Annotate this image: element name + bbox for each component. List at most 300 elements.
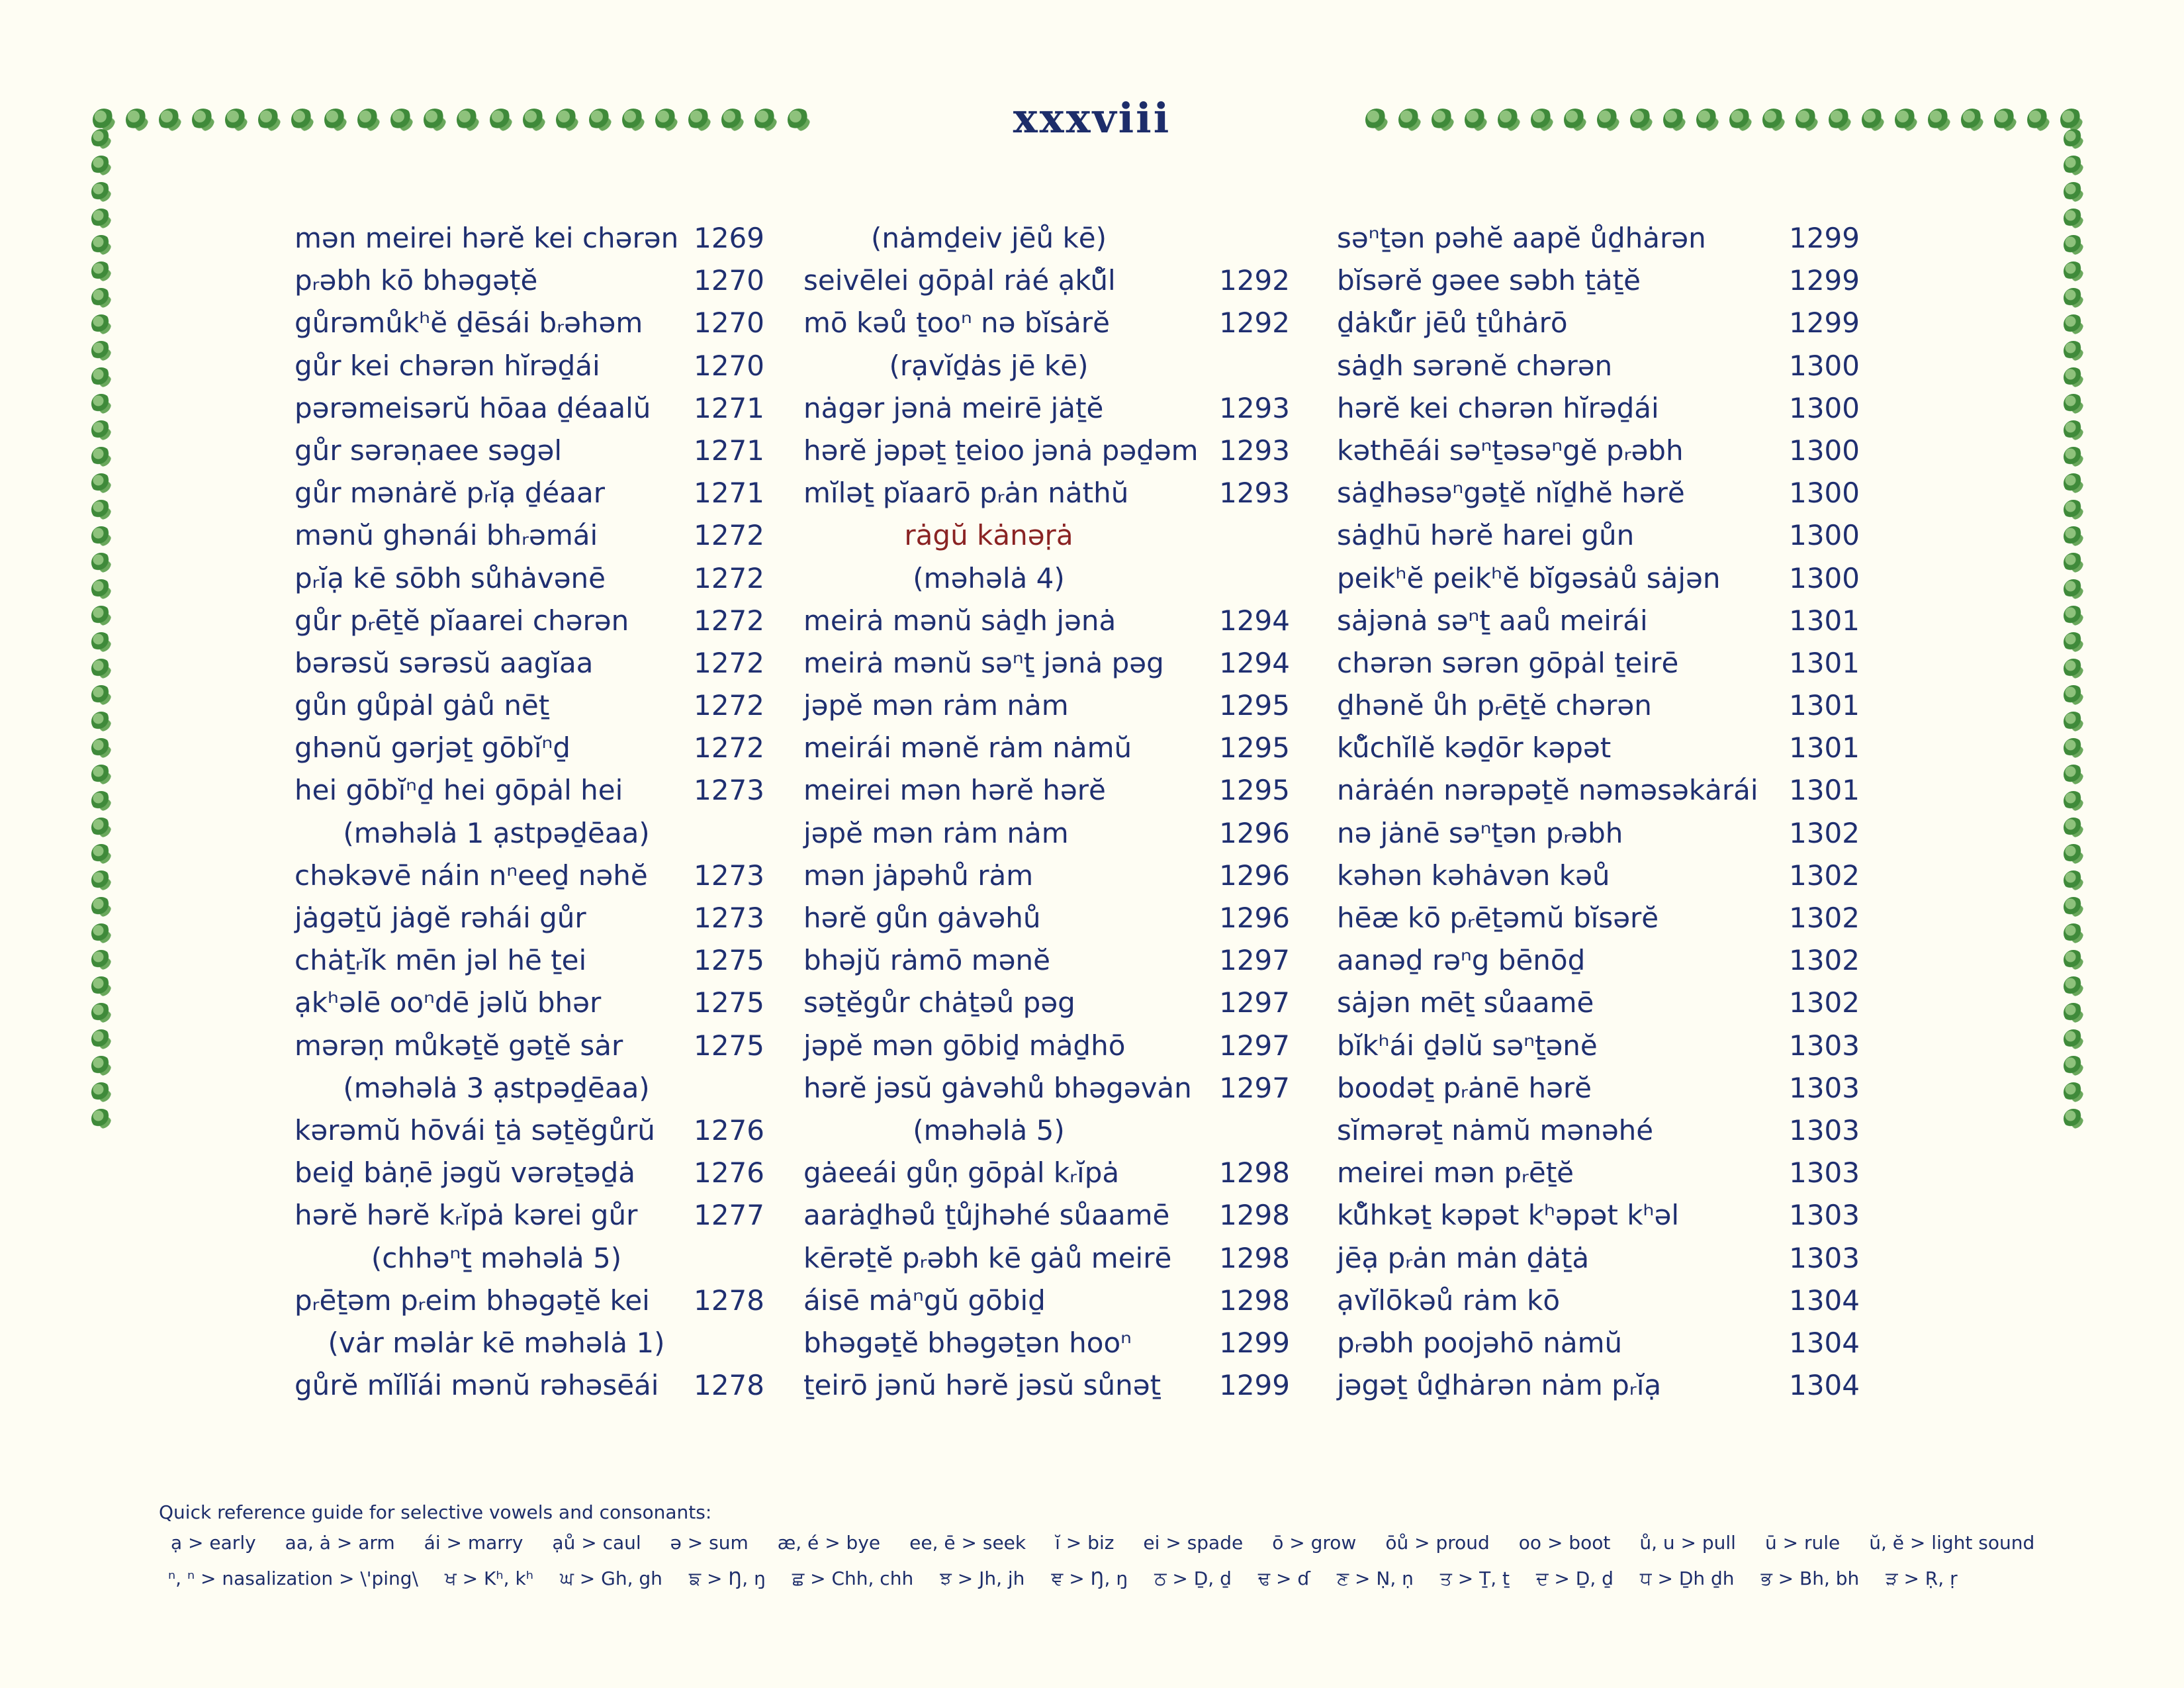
entry-page-number: 1270 <box>694 349 764 382</box>
entry-title: ghənŭ gərjəṯ gōbĭⁿḏ <box>295 731 570 765</box>
guide-entry: ĭ > biz <box>1055 1532 1115 1554</box>
entry-page-number: 1302 <box>1789 986 1860 1019</box>
index-entry <box>295 514 764 557</box>
entry-page-number: 1271 <box>694 477 764 510</box>
entry-title: chərən sərən gōpȧl ṯeirē <box>1337 646 1679 679</box>
entry-title: meirȧ mənŭ səⁿṯ jənȧ pəg <box>803 646 1164 679</box>
entry-page-number: 1302 <box>1789 944 1860 977</box>
entry-page-number: 1275 <box>694 986 764 1019</box>
index-entry <box>1337 1322 1860 1364</box>
section-heading <box>803 514 1290 557</box>
entry-title: bhəgəṯĕ bhəgəṯən hooⁿ <box>803 1326 1132 1359</box>
vine-ornament-icon <box>91 182 111 202</box>
index-entry <box>803 642 1290 684</box>
vine-ornament-icon <box>91 261 111 281</box>
index-entry <box>803 727 1290 769</box>
entry-title: hərĕ gůn gȧvəhů <box>803 902 1041 934</box>
index-entry <box>295 982 764 1024</box>
vine-ornament-icon <box>2064 1109 2083 1129</box>
guide-entry: ōů > proud <box>1385 1532 1490 1554</box>
entry-page-number: 1301 <box>1789 604 1860 637</box>
index-entry <box>803 897 1290 939</box>
entry-page-number: 1303 <box>1789 1241 1860 1274</box>
vine-ornament-icon <box>2064 1056 2083 1076</box>
entry-title: peikʰĕ peikʰĕ bĭgəsȧů sȧjən <box>1337 561 1721 594</box>
index-entry <box>1337 1237 1860 1280</box>
index-column-3 <box>1337 217 1860 1407</box>
index-entry <box>1337 1364 1860 1407</box>
entry-page-number: 1272 <box>694 646 764 679</box>
entry-title: mən jȧpəhů rȧm <box>803 859 1034 892</box>
entry-page-number: 1297 <box>1219 944 1290 977</box>
entry-page-number: 1298 <box>1219 1241 1290 1274</box>
vine-ornament-icon <box>91 156 111 175</box>
entry-title: boodəṯ pᵣȧnē hərĕ <box>1337 1071 1592 1104</box>
entry-page-number: 1298 <box>1219 1156 1290 1190</box>
entry-page-number: 1303 <box>1789 1156 1860 1190</box>
index-entry <box>1337 1067 1860 1109</box>
entry-page-number: 1272 <box>694 731 764 765</box>
section-heading <box>803 1109 1290 1152</box>
section-heading <box>295 812 764 855</box>
vine-ornament-icon <box>2064 738 2083 758</box>
guide-entry: ū > rule <box>1764 1532 1841 1554</box>
entry-title: (nȧmḏeiv jēů kē) <box>870 222 1107 254</box>
vine-ornament-icon <box>91 976 111 996</box>
guide-entry: ŭ, ĕ > light sound <box>1869 1532 2035 1554</box>
entry-title: meirei mən hərĕ hərĕ <box>803 774 1106 807</box>
entry-title: jəpĕ mən gōbiḏ mȧḏhō <box>803 1029 1126 1062</box>
entry-title: ḏhənĕ ůh pᵣēṯĕ chərən <box>1337 689 1652 722</box>
vine-ornament-icon <box>91 1029 111 1049</box>
vine-ornament-icon <box>91 209 111 228</box>
entry-title: pᵣĭạ kē sōbh sůhȧvənē <box>295 561 606 594</box>
guide-entry: ō > grow <box>1272 1532 1357 1554</box>
entry-title: beiḏ bȧṇē jəgŭ vərəṯəḏȧ <box>295 1156 636 1190</box>
entry-title: sȧjən mēṯ sůaamē <box>1337 986 1594 1019</box>
vine-ornament-icon <box>91 235 111 255</box>
entry-title: jȧgəṯŭ jȧgĕ rəhái gůr <box>295 902 586 934</box>
index-entry <box>1337 769 1860 812</box>
index-entry <box>1337 1194 1860 1237</box>
vine-ornament-icon <box>91 367 111 387</box>
index-entry <box>1337 472 1860 514</box>
vine-ornament-icon <box>91 394 111 414</box>
entry-page-number: 1278 <box>694 1369 764 1402</box>
entry-title: gůr mənȧrĕ pᵣĭạ ḏéaar <box>295 477 605 510</box>
vine-ornament-icon <box>2064 579 2083 599</box>
section-heading <box>295 1067 764 1109</box>
vine-ornament-icon <box>91 420 111 440</box>
vine-ornament-icon <box>2064 685 2083 705</box>
entry-title: (vȧr məlȧr kē məhəlȧ 1) <box>328 1326 665 1359</box>
index-entry <box>295 642 764 684</box>
entry-page-number: 1300 <box>1789 561 1860 594</box>
entry-title: áisē mȧⁿgŭ gōbiḏ <box>803 1284 1046 1317</box>
entry-page-number: 1301 <box>1789 774 1860 807</box>
entry-title: bərəsŭ sərəsŭ aagĭaa <box>295 646 594 679</box>
vine-ornament-icon <box>2064 712 2083 731</box>
index-entry <box>1337 1152 1860 1194</box>
guide-entry: ਦ > Ḏ, ḏ <box>1535 1568 1614 1589</box>
entry-page-number: 1273 <box>694 774 764 807</box>
index-entry <box>1337 1280 1860 1322</box>
entry-title: səⁿṯən pəhĕ aapĕ ůḏhȧrən <box>1337 222 1706 254</box>
index-entry <box>295 1025 764 1067</box>
entry-title: kərəmŭ hōvái ṯȧ səṯĕgůrŭ <box>295 1113 655 1147</box>
vine-ornament-icon <box>91 818 111 837</box>
index-entry <box>1337 855 1860 897</box>
entry-page-number: 1302 <box>1789 902 1860 934</box>
entry-title: hēæ kō pᵣēṯəmŭ bĭsərĕ <box>1337 902 1659 934</box>
entry-page-number: 1270 <box>694 264 764 297</box>
vine-ornament-icon <box>91 659 111 679</box>
entry-title: (chhəⁿṯ məhəlȧ 5) <box>371 1241 622 1274</box>
vine-ornament-icon <box>2064 632 2083 652</box>
vine-ornament-icon <box>2064 844 2083 864</box>
vine-ornament-icon <box>2064 288 2083 308</box>
entry-page-number: 1275 <box>694 1029 764 1062</box>
entry-title: gȧeeái gůṇ gōpȧl kᵣĭpȧ <box>803 1156 1120 1190</box>
entry-title: sȧḏhəsəⁿgəṯĕ nĭḏhĕ hərĕ <box>1337 477 1685 510</box>
entry-title: jəpĕ mən rȧm nȧm <box>803 689 1069 722</box>
entry-title: mənŭ ghənái bhᵣəmái <box>295 519 598 552</box>
entry-page-number: 1272 <box>694 561 764 594</box>
vine-ornament-icon <box>91 685 111 705</box>
entry-page-number: 1273 <box>694 859 764 892</box>
entry-title: hərĕ hərĕ kᵣĭpȧ kərei gůr <box>295 1199 638 1232</box>
vine-ornament-icon <box>2064 765 2083 784</box>
index-entry <box>1337 727 1860 769</box>
entry-page-number: 1303 <box>1789 1071 1860 1104</box>
entry-page-number: 1269 <box>694 222 764 254</box>
vine-ornament-icon <box>91 341 111 361</box>
guide-entry: æ, é > bye <box>777 1532 881 1554</box>
entry-page-number: 1302 <box>1789 816 1860 849</box>
vine-ornament-icon <box>2064 791 2083 811</box>
index-entry <box>803 472 1290 514</box>
entry-title: sĭmərəṯ nȧmŭ mənəhé <box>1337 1113 1654 1147</box>
index-entry <box>295 684 764 727</box>
entry-title: gůr sərəṇaee səgəl <box>295 434 563 467</box>
entry-title: meirei mən pᵣēṯĕ <box>1337 1156 1574 1190</box>
index-entry <box>1337 897 1860 939</box>
index-entry <box>295 1194 764 1237</box>
entry-title: gůr kei chərən hĭrəḏái <box>295 349 600 382</box>
entry-page-number: 1299 <box>1219 1369 1290 1402</box>
entry-page-number: 1272 <box>694 519 764 552</box>
entry-page-number: 1278 <box>694 1284 764 1317</box>
entry-page-number: 1303 <box>1789 1113 1860 1147</box>
entry-title: sȧḏh sərənĕ chərən <box>1337 349 1613 382</box>
vine-ornament-icon <box>91 1056 111 1076</box>
entry-page-number: 1292 <box>1219 264 1290 297</box>
entry-title: pᵣēṯəm pᵣeim bhəgəṯĕ kei <box>295 1284 650 1317</box>
guide-title: Quick reference guide for selective vowels and consonants: <box>159 1501 712 1523</box>
entry-page-number: 1302 <box>1789 859 1860 892</box>
entry-title: (məhəlȧ 3 ạstpəḏēaa) <box>343 1071 650 1104</box>
guide-entry: ਖ > Kʰ, kʰ <box>444 1568 534 1589</box>
entry-page-number: 1272 <box>694 604 764 637</box>
entry-title: meirái mənĕ rȧm nȧmŭ <box>803 731 1132 765</box>
entry-page-number: 1304 <box>1789 1326 1860 1359</box>
index-entry <box>295 217 764 259</box>
vine-ornament-icon <box>2064 367 2083 387</box>
guide-entry: ਣ > Ṇ, ṇ <box>1336 1568 1414 1589</box>
entry-page-number: 1301 <box>1789 731 1860 765</box>
entry-page-number: 1299 <box>1789 222 1860 254</box>
index-entry <box>1337 1025 1860 1067</box>
guide-entry: ਭ > Bh, bh <box>1760 1568 1860 1589</box>
left-ornament <box>87 126 119 1139</box>
guide-entry: ů, u > pull <box>1639 1532 1736 1554</box>
index-entry <box>295 387 764 430</box>
guide-entry: ਤ > Ṯ, ṯ <box>1439 1568 1510 1589</box>
guide-entry: ੜ > Ṛ, ṛ <box>1886 1568 1958 1589</box>
vine-ornament-icon <box>91 1082 111 1102</box>
index-entry <box>803 1237 1290 1280</box>
entry-page-number: 1300 <box>1789 519 1860 552</box>
guide-entry: ਛ > Chh, chh <box>792 1568 914 1589</box>
entry-title: ḏȧků̆r jēů ṯůhȧrō <box>1337 306 1568 340</box>
vine-ornament-icon <box>91 553 111 573</box>
vine-ornament-icon <box>91 791 111 811</box>
vine-ornament-icon <box>2064 156 2083 175</box>
vine-ornament-icon <box>2064 870 2083 890</box>
entry-page-number: 1276 <box>694 1156 764 1190</box>
vine-ornament-icon <box>91 500 111 520</box>
entry-title: mĭləṯ pĭaarō pᵣȧn nȧthŭ <box>803 477 1129 510</box>
index-entry <box>803 812 1290 855</box>
vine-ornament-icon <box>2064 923 2083 943</box>
vine-ornament-icon <box>91 526 111 546</box>
entry-page-number: 1294 <box>1219 646 1290 679</box>
index-entry <box>803 684 1290 727</box>
entry-page-number: 1298 <box>1219 1199 1290 1232</box>
entry-title: meirȧ mənŭ sȧḏh jənȧ <box>803 604 1116 637</box>
entry-page-number: 1300 <box>1789 477 1860 510</box>
entry-title: (məhəlȧ 1 ạstpəḏēaa) <box>343 816 650 849</box>
section-heading <box>295 1322 764 1364</box>
vine-ornament-icon <box>2064 314 2083 334</box>
entry-page-number: 1296 <box>1219 859 1290 892</box>
entry-page-number: 1296 <box>1219 816 1290 849</box>
guide-entry: oo > boot <box>1518 1532 1611 1554</box>
index-entry <box>295 600 764 642</box>
entry-page-number: 1304 <box>1789 1284 1860 1317</box>
vine-ornament-icon <box>2064 473 2083 493</box>
index-entry <box>803 1194 1290 1237</box>
entry-title: ků̆chĭlĕ kəḏōr kəpət <box>1337 731 1612 765</box>
index-entry <box>295 939 764 982</box>
entry-title: sȧjənȧ səⁿṯ aaů meirái <box>1337 604 1648 637</box>
index-entry <box>1337 345 1860 387</box>
index-entry <box>1337 430 1860 472</box>
entry-title: mən meirei hərĕ kei chərən <box>295 222 679 254</box>
vine-ornament-icon <box>91 447 111 467</box>
guide-entry: ਘ > Gh, gh <box>560 1568 662 1589</box>
guide-entry: ạ > early <box>171 1532 256 1554</box>
entry-page-number: 1293 <box>1219 391 1290 424</box>
vine-ornament-icon <box>91 950 111 970</box>
guide-entry: ਧ > Ḏh ḏh <box>1639 1568 1735 1589</box>
entry-title: sȧḏhū hərĕ harei gůn <box>1337 519 1635 552</box>
guide-entry: ái > marry <box>424 1532 523 1554</box>
entry-title: chȧṯᵣĭk mēn jəl hē ṯei <box>295 944 587 977</box>
entry-title: jəpĕ mən rȧm nȧm <box>803 816 1069 849</box>
index-column-1 <box>295 217 764 1407</box>
entry-title: seivēlei gōpȧl rȧé ạků̆l <box>803 264 1116 297</box>
entry-page-number: 1300 <box>1789 434 1860 467</box>
entry-page-number: 1297 <box>1219 1071 1290 1104</box>
entry-title: hərĕ jəpəṯ ṯeioo jənȧ pəḏəm <box>803 434 1199 467</box>
entry-title: aarȧḏhəů ṯůjhəhé sůaamē <box>803 1199 1170 1232</box>
vine-ornament-icon <box>2064 209 2083 228</box>
entry-page-number: 1299 <box>1789 264 1860 297</box>
entry-title: kəthēái səⁿṯəsəⁿgĕ pᵣəbh <box>1337 434 1684 467</box>
vine-ornament-icon <box>91 1003 111 1023</box>
index-entry <box>803 1067 1290 1109</box>
vine-ornament-icon <box>2064 1029 2083 1049</box>
entry-page-number: 1272 <box>694 689 764 722</box>
entry-page-number: 1300 <box>1789 391 1860 424</box>
section-heading <box>803 345 1290 387</box>
entry-title: kəhən kəhȧvən kəů <box>1337 859 1610 892</box>
vine-ornament-icon <box>91 765 111 784</box>
entry-title: ṯeirō jənŭ hərĕ jəsŭ sůnəṯ <box>803 1369 1161 1402</box>
index-entry <box>1337 982 1860 1024</box>
entry-page-number: 1303 <box>1789 1199 1860 1232</box>
vine-ornament-icon <box>91 288 111 308</box>
index-entry <box>803 430 1290 472</box>
entry-title: gůr pᵣēṯĕ pĭaarei chərən <box>295 604 629 637</box>
vine-ornament-icon <box>2064 394 2083 414</box>
entry-title: gůrəmůkʰĕ ḏēsái bᵣəhəm <box>295 306 643 340</box>
vine-ornament-icon <box>91 606 111 626</box>
entry-title: jēạ pᵣȧn mȧn ḏȧṯȧ <box>1337 1241 1590 1274</box>
vine-ornament-icon <box>91 923 111 943</box>
entry-page-number: 1294 <box>1219 604 1290 637</box>
index-entry <box>295 897 764 939</box>
entry-page-number: 1299 <box>1219 1326 1290 1359</box>
entry-page-number: 1304 <box>1789 1369 1860 1402</box>
index-entry <box>803 1152 1290 1194</box>
entry-title: aanəḏ rəⁿg bēnōḏ <box>1337 944 1586 977</box>
vine-ornament-icon <box>2064 182 2083 202</box>
index-entry <box>295 769 764 812</box>
entry-title: nə jȧnē səⁿṯən pᵣəbh <box>1337 816 1623 849</box>
index-entry <box>1337 387 1860 430</box>
index-entry <box>295 1109 764 1152</box>
guide-entry: ਙ > Ŋ, ŋ <box>688 1568 766 1589</box>
index-entry <box>295 302 764 344</box>
entry-title: (rạvĭḏȧs jē kē) <box>889 349 1089 382</box>
guide-vowels <box>171 1532 2034 1554</box>
vine-ornament-icon <box>91 579 111 599</box>
index-entry <box>1337 939 1860 982</box>
entry-page-number: 1303 <box>1789 1029 1860 1062</box>
index-entry <box>1337 642 1860 684</box>
entry-page-number: 1292 <box>1219 306 1290 340</box>
vine-ornament-icon <box>2064 420 2083 440</box>
vine-ornament-icon <box>91 314 111 334</box>
index-entry <box>803 1364 1290 1407</box>
index-entry <box>1337 684 1860 727</box>
entry-title: gůn gůpȧl gȧů nēṯ <box>295 689 550 722</box>
entry-title: kērəṯĕ pᵣəbh kē gȧů meirē <box>803 1241 1172 1274</box>
section-heading <box>803 557 1290 600</box>
entry-page-number: 1301 <box>1789 689 1860 722</box>
entry-page-number: 1298 <box>1219 1284 1290 1317</box>
index-entry <box>295 259 764 302</box>
index-entry <box>1337 600 1860 642</box>
index-entry <box>1337 259 1860 302</box>
guide-consonants <box>168 1568 1958 1590</box>
index-entry <box>1337 302 1860 344</box>
entry-title: mō kəů ṯooⁿ nə bĭsȧrĕ <box>803 306 1110 340</box>
vine-ornament-icon <box>91 632 111 652</box>
index-entry <box>803 982 1290 1024</box>
vine-ornament-icon <box>2064 1003 2083 1023</box>
entry-page-number: 1299 <box>1789 306 1860 340</box>
vine-ornament-icon <box>2064 553 2083 573</box>
vine-ornament-icon <box>91 897 111 917</box>
index-entry <box>295 727 764 769</box>
vine-ornament-icon <box>2064 818 2083 837</box>
entry-page-number: 1295 <box>1219 731 1290 765</box>
guide-entry: ei > spade <box>1143 1532 1244 1554</box>
index-entry <box>803 1280 1290 1322</box>
vine-ornament-icon <box>2064 526 2083 546</box>
index-entry <box>1337 812 1860 855</box>
vine-ornament-icon <box>2064 447 2083 467</box>
guide-entry: aa, ȧ > arm <box>285 1532 395 1554</box>
entry-title: hərĕ kei chərən hĭrəḏái <box>1337 391 1659 424</box>
index-entry <box>295 855 764 897</box>
entry-page-number: 1293 <box>1219 434 1290 467</box>
guide-entry: ạů > caul <box>552 1532 641 1554</box>
entry-title: (məhəlȧ 5) <box>913 1113 1065 1147</box>
entry-page-number: 1273 <box>694 902 764 934</box>
vine-ornament-icon <box>2064 261 2083 281</box>
entry-title: mərəṇ můkəṯĕ gəṯĕ sȧr <box>295 1029 623 1062</box>
guide-entry: ⁿ, ⁿ > nasalization > \'ping\ <box>168 1568 418 1589</box>
index-entry <box>295 1364 764 1407</box>
entry-page-number: 1293 <box>1219 477 1290 510</box>
vine-ornament-icon <box>91 738 111 758</box>
vine-ornament-icon <box>2064 897 2083 917</box>
vine-ornament-icon <box>2064 341 2083 361</box>
index-entry <box>803 1025 1290 1067</box>
entry-title: (məhəlȧ 4) <box>913 561 1065 594</box>
vine-ornament-icon <box>2064 500 2083 520</box>
entry-title: bĭsərĕ gəee səbh ṯȧṯĕ <box>1337 264 1641 297</box>
entry-page-number: 1276 <box>694 1113 764 1147</box>
index-entry <box>1337 557 1860 600</box>
entry-page-number: 1300 <box>1789 349 1860 382</box>
entry-title: chəkəvē náin nⁿeeḏ nəhĕ <box>295 859 648 892</box>
vine-ornament-icon <box>2064 976 2083 996</box>
vine-ornament-icon <box>91 1109 111 1129</box>
guide-entry: ə > sum <box>670 1532 749 1554</box>
vine-ornament-icon <box>2064 950 2083 970</box>
index-entry <box>803 600 1290 642</box>
section-heading <box>803 217 1290 259</box>
entry-title: hərĕ jəsŭ gȧvəhů bhəgəvȧn <box>803 1071 1192 1104</box>
entry-title: pᵣəbh poojəhō nȧmŭ <box>1337 1326 1623 1359</box>
index-entry <box>1337 217 1860 259</box>
entry-title: pᵣəbh kō bhəgəṭĕ <box>295 264 538 297</box>
